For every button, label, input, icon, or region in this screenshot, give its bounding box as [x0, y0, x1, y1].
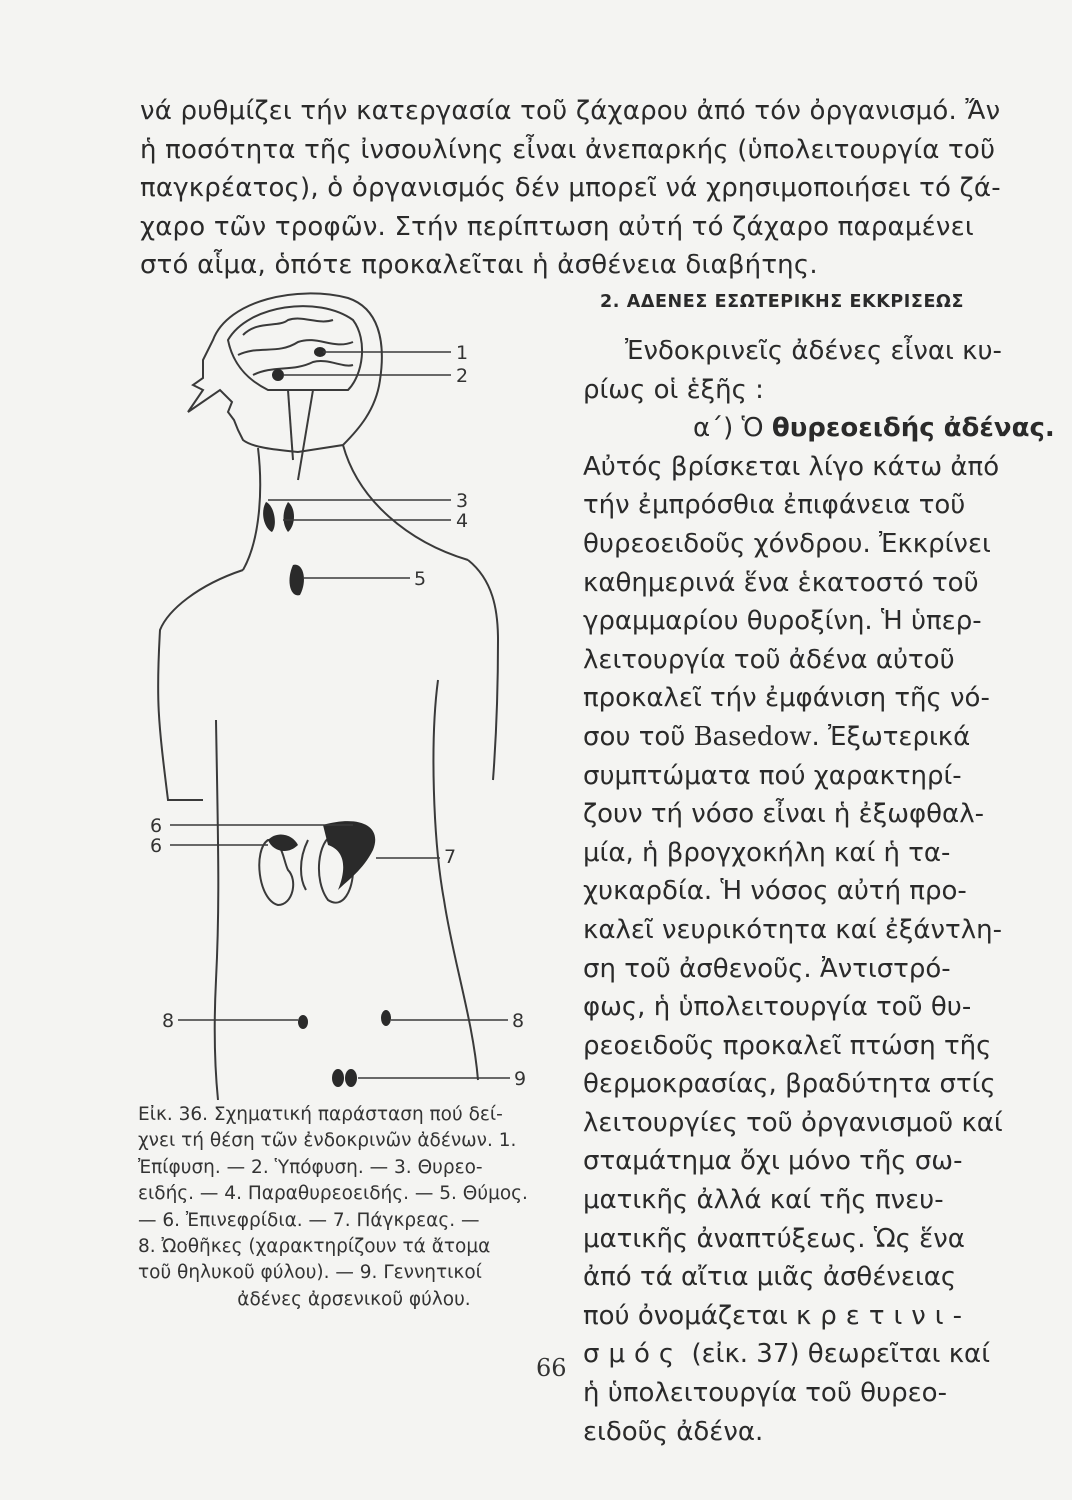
figure-label-7: 7	[444, 846, 457, 868]
torso-right	[468, 560, 498, 780]
testis-right	[345, 1069, 357, 1087]
text-line: στό αἷμα, ὁπότε προκαλεῖται ἡ ἀσθένεια διαβήτης.	[140, 250, 818, 280]
section-heading: 2. ΑΔΕΝΕΣ ΕΣΩΤΕΡΙΚΗΣ ΕΚΚΡΙΣΕΩΣ	[600, 292, 965, 312]
torso-left-side	[215, 720, 219, 1100]
text-line: Ἐνδοκρινεῖς ἀδένες εἶναι κυ-	[625, 336, 1002, 366]
item-prefix: α΄) Ὁ	[693, 413, 772, 444]
text-line: συμπτώματα πού χαρακτηρί-	[583, 760, 962, 791]
ovary-left	[298, 1015, 308, 1029]
pituitary-gland	[272, 369, 284, 381]
figure-label-3: 3	[456, 490, 469, 512]
basedow-pre: σου τοῦ	[583, 721, 694, 752]
text-line: καθημερινά ἕνα ἑκατοστό τοῦ	[583, 567, 979, 598]
figure-label-6-upper: 6	[150, 815, 163, 837]
caption-line: Ἐπίφυση. — 2. Ὑπόφυση. — 3. Θυρεο-	[138, 1156, 483, 1178]
text-line	[583, 409, 1055, 448]
figure-label-6-lower: 6	[150, 835, 163, 857]
text-line: προκαλεῖ τήν ἐμφάνιση τῆς νό-	[583, 683, 990, 714]
adrenal-gland	[268, 835, 298, 851]
text-line: Αὐτός βρίσκεται λίγο κάτω ἀπό	[583, 451, 1000, 482]
text-line: ματικῆς ἀναπτύξεως. Ὡς ἕνα	[583, 1223, 965, 1254]
text-line: χυκαρδία. Ἡ νόσος αὐτή προ-	[583, 876, 967, 907]
caption-line: χνει τή θέση τῶν ἐνδοκρινῶν ἀδένων. 1.	[138, 1130, 517, 1152]
torso-left	[158, 570, 243, 800]
text-line: λειτουργίες τοῦ ὀργανισμοῦ καί	[583, 1107, 1003, 1138]
text-line: ἡ ποσότητα τῆς ἰνσουλίνης εἶναι ἀνεπαρκής (ὑπολειτουργία τοῦ	[140, 134, 996, 165]
neck-outline	[243, 448, 260, 570]
figure-caption	[138, 1102, 570, 1313]
caption-line: — 6. Ἐπινεφρίδια. — 7. Πάγκρεας. —	[138, 1209, 480, 1231]
thymus-gland	[289, 565, 303, 596]
text-line: ρεοειδοῦς προκαλεῖ πτώση τῆς	[583, 1030, 992, 1061]
figure-label-8-left: 8	[162, 1010, 175, 1032]
text-line: τήν ἐμπρόσθια ἐπιφάνεια τοῦ	[583, 490, 966, 521]
figure-reference: (εἰκ. 37) θεωρεῖται καί	[683, 1339, 990, 1370]
text-line: παγκρέατος), ὁ ὀργανισμός δέν μπορεῖ νά χρησιμοποιήσει τό ζά-	[140, 173, 1001, 203]
top-paragraph	[140, 92, 1001, 285]
basedow-post: . Ἐξωτερικά	[811, 721, 971, 752]
text-line: ἀπό τά αἴτια μιᾶς ἀσθένειας	[583, 1262, 957, 1293]
thyroid-gland	[263, 502, 294, 532]
caption-line: 8. Ὠοθῆκες (χαρακτηρίζουν τά ἄτομα	[138, 1236, 491, 1258]
right-column-text	[583, 332, 1055, 1451]
endocrine-figure	[148, 280, 568, 1100]
text-line: χαρο τῶν τροφῶν. Στήν περίπτωση αὐτή τό ζάχαρο παραμένει	[140, 211, 974, 242]
text-line: λειτουργία τοῦ ἀδένα αὐτοῦ	[583, 644, 955, 675]
testis-left	[332, 1069, 344, 1087]
caption-line: τοῦ θηλυκοῦ φύλου). — 9. Γεννητικοί	[138, 1262, 482, 1284]
head-outline	[188, 293, 382, 452]
pancreas	[323, 821, 375, 890]
text-line: μία, ἡ βρογχοκήλη καί ἡ τα-	[583, 837, 951, 868]
text-line: σταμάτημα ὄχι μόνο τῆς σω-	[583, 1146, 963, 1177]
text-line	[583, 1335, 990, 1374]
text-line: ἡ ὑπολειτουργία τοῦ θυρεο-	[583, 1378, 947, 1409]
caption-line: Εἰκ. 36. Σχηματική παράσταση πού δεί-	[138, 1104, 503, 1125]
text-line: ρίως οἱ ἑξῆς :	[583, 374, 764, 405]
neck-outline-back	[343, 445, 468, 560]
figure-label-4: 4	[456, 510, 469, 532]
text-line: ζουν τή νόσο εἶναι ἡ ἐξωφθαλ-	[583, 799, 984, 830]
text-line: φως, ἡ ὑπολειτουργία τοῦ θυ-	[583, 992, 972, 1023]
onomazetai-pre: πού ὀνομάζεται	[583, 1300, 796, 1331]
body-outline-illustration	[148, 280, 568, 1100]
text-line	[583, 718, 983, 757]
text-line	[583, 1297, 983, 1336]
figure-label-5: 5	[414, 568, 427, 590]
figure-label-8-right: 8	[512, 1010, 525, 1032]
text-line: καλεῖ νευρικότητα καί ἐξάντλη-	[583, 914, 1002, 945]
ovary-right	[381, 1010, 391, 1026]
text-line: θυρεοειδοῦς χόνδρου. Ἐκκρίνει	[583, 528, 991, 559]
caption-line: ειδής. — 4. Παραθυρεοειδής. — 5. Θύμος.	[138, 1183, 528, 1205]
text-line: ση τοῦ ἀσθενοῦς. Ἀντιστρό-	[583, 953, 951, 984]
page-number: 66	[536, 1354, 567, 1382]
figure-label-9: 9	[514, 1068, 527, 1090]
text-line: ματικῆς ἀλλά καί τῆς πνευ-	[583, 1185, 944, 1216]
text-line: νά ρυθμίζει τήν κατεργασία τοῦ ζάχαρου ἀπό τόν ὀργανισμό. Ἄν	[140, 96, 1001, 126]
text-line: θερμοκρασίας, βραδύτητα στίς	[583, 1069, 996, 1100]
item-term: θυρεοειδής ἀδένας.	[771, 413, 1055, 444]
spaced-term-1: κρετινι-	[795, 1300, 971, 1331]
caption-line: ἀδένες ἀρσενικοῦ φύλου.	[237, 1288, 471, 1310]
spaced-term-2: σμός	[583, 1339, 684, 1370]
figure-label-2: 2	[456, 365, 469, 387]
figure-label-1: 1	[456, 342, 469, 364]
text-line: γραμμαρίου θυροξίνη. Ἡ ὑπερ-	[583, 606, 982, 637]
basedow-name: Basedow	[693, 721, 812, 752]
text-line: ειδοῦς ἀδένα.	[583, 1416, 764, 1447]
